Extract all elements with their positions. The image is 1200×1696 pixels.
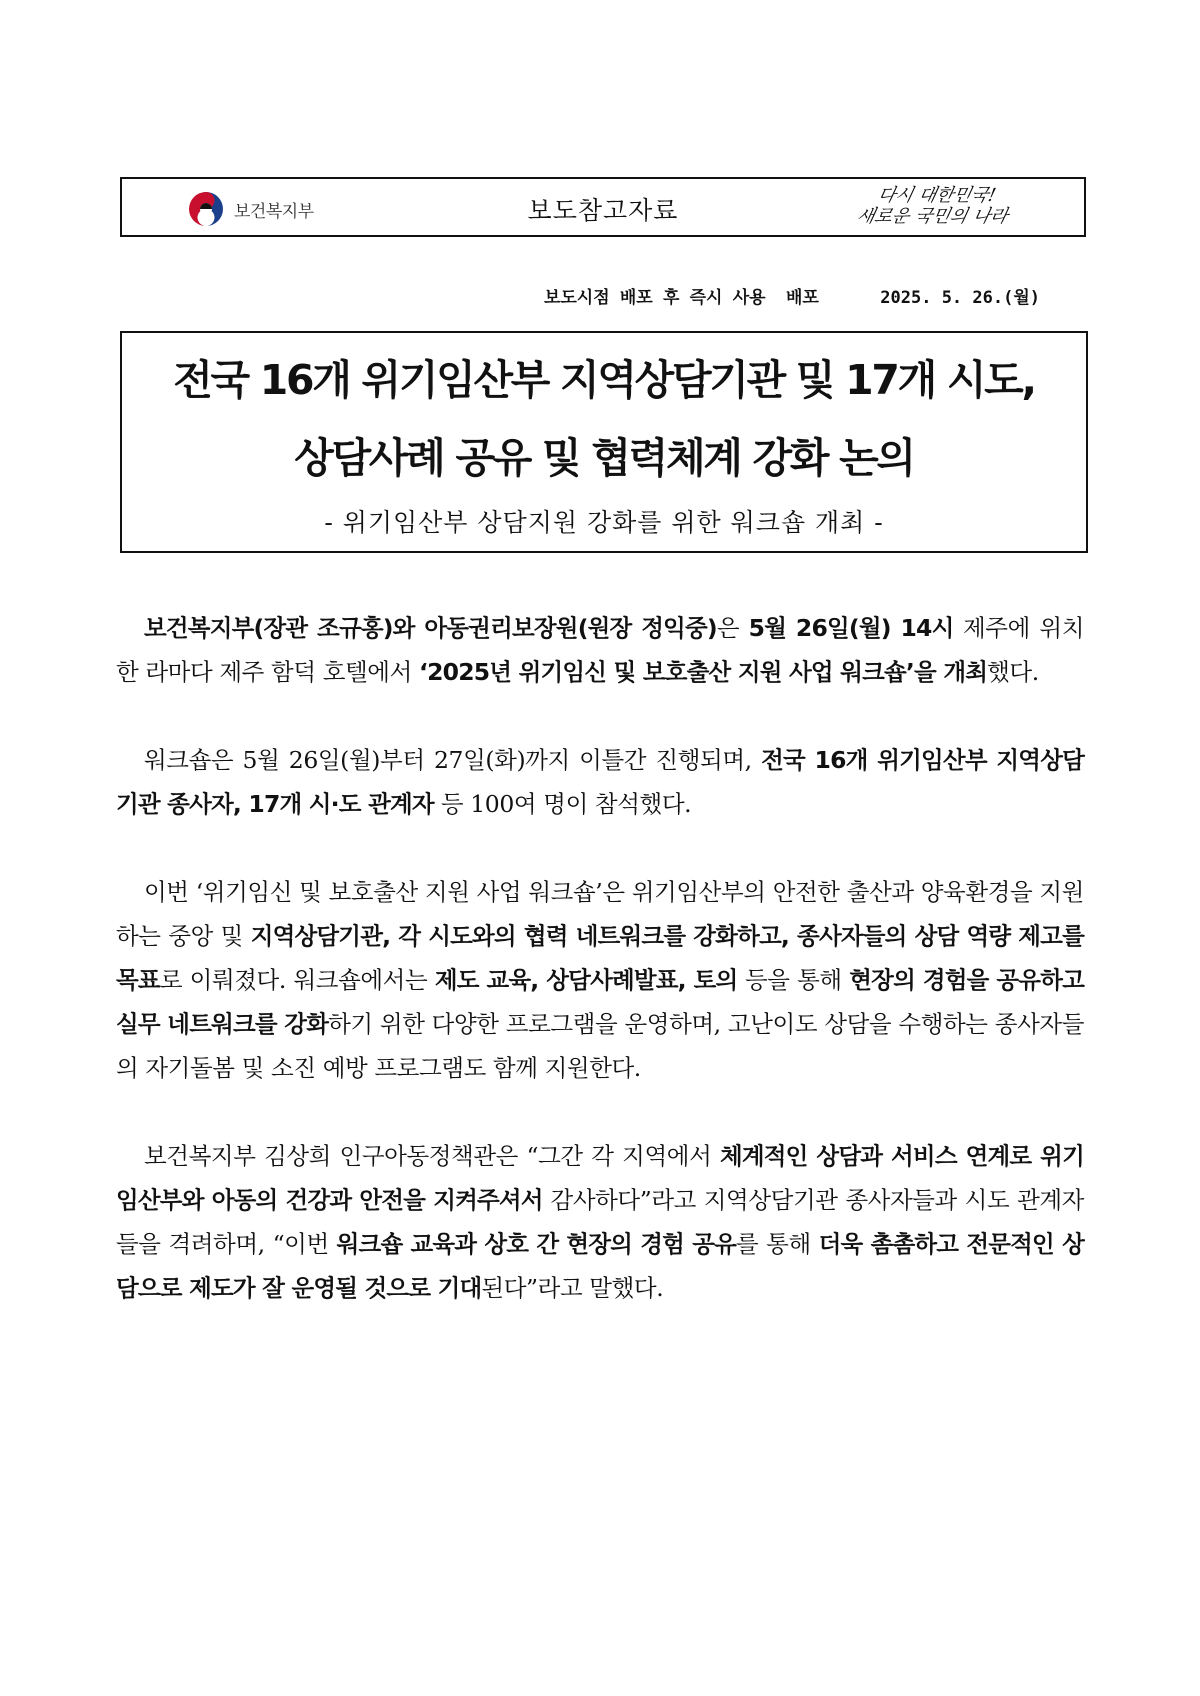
title-box	[120, 331, 1088, 553]
paragraph	[116, 1134, 1084, 1310]
bold-text: 보건복지부(장관 조규홍)와 아동권리보장원(원장 정익중)	[144, 614, 717, 642]
text: 등 100여 명이 참석했다.	[433, 790, 692, 818]
slogan-calligraphy	[819, 185, 1049, 233]
article-body	[116, 606, 1084, 1354]
bold-text: ‘2025년 위기임신 및 보호출산 지원 사업 워크숍’을 개최	[418, 658, 988, 686]
bold-text: 체계적인 상담과 서비스 연계로 위기임산부와 아동의 건강과 안전을 지켜주셔서	[116, 1142, 1084, 1214]
subtitle: - 위기임산부 상담지원 강화를 위한 워크숍 개최 -	[324, 508, 884, 537]
text: 보건복지부 김상희 인구아동정책관은 “그간 각 지역에서	[144, 1142, 720, 1170]
release-date: 2025. 5. 26.(월)	[880, 288, 1040, 308]
text: 로 이뤄졌다. 워크숍에서는	[159, 966, 435, 994]
text: 를 통해	[736, 1230, 819, 1258]
slogan-line-2: 새로운 국민의 나라	[854, 206, 1010, 227]
bold-text: 전국 16개 위기임산부 지역상담기관 종사자, 17개 시·도 관계자	[116, 746, 1085, 818]
bold-text: 현장의 경험을 공유하고 실무 네트워크를 강화	[116, 966, 1084, 1038]
paragraph	[116, 870, 1084, 1090]
bold-text: 제도 교육, 상담사례발표, 토의	[434, 966, 738, 994]
bold-text: 더욱 촘촘하고 전문적인 상담으로 제도가 잘 운영될 것으로 기대	[116, 1230, 1084, 1302]
paragraph	[116, 738, 1084, 826]
bold-text: 5월 26일(월) 14시	[748, 614, 954, 642]
text: 워크숍은 5월 26일(월)부터 27일(화)까지 이틀간 진행되며,	[144, 746, 762, 774]
text: 하기 위한 다양한 프로그램을 운영하며, 고난이도 상담을 수행하는 종사자들의 자기돌봄 및 소진 예방 프로그램도 함께 지원한다.	[116, 1010, 1084, 1082]
document-type: 보도참고자료	[527, 196, 679, 225]
bold-text: 지역상담기관, 각 시도와의 협력 네트워크를 강화하고, 종사자들의 상담 역량 제고를 목표	[116, 922, 1084, 994]
text: 제주에 위치한 라마다 제주 함덕 호텔에서	[116, 614, 1084, 686]
text: 했다.	[987, 658, 1039, 686]
release-text: 보도시점 배포 후 즉시 사용 배포	[543, 288, 819, 308]
text: 이번 ‘위기임신 및 보호출산 지원 사업 워크숍’은 위기임산부의 안전한 출산과 양육환경을 지원하는 중앙 및	[116, 878, 1084, 950]
paragraph	[116, 606, 1084, 694]
text: 은	[716, 614, 749, 642]
slogan-line-1: 다시 대한민국!	[875, 185, 998, 206]
release-info	[120, 283, 1040, 308]
header-banner	[120, 177, 1086, 237]
text: 된다”라고 말했다.	[481, 1274, 664, 1302]
headline-line-2: 상담사례 공유 및 협력체계 강화 논의	[294, 434, 914, 482]
text: 감사하다”라고 지역상담기관 종사자들과 시도 관계자들을 격려하며, “이번	[116, 1186, 1084, 1258]
text: 등을 통해	[737, 966, 850, 994]
bold-text: 워크숍 교육과 상호 간 현장의 경험 공유	[336, 1230, 736, 1258]
logo-text: 보건복지부	[234, 201, 314, 222]
headline-line-1: 전국 16개 위기임산부 지역상담기관 및 17개 시도,	[173, 356, 1035, 404]
